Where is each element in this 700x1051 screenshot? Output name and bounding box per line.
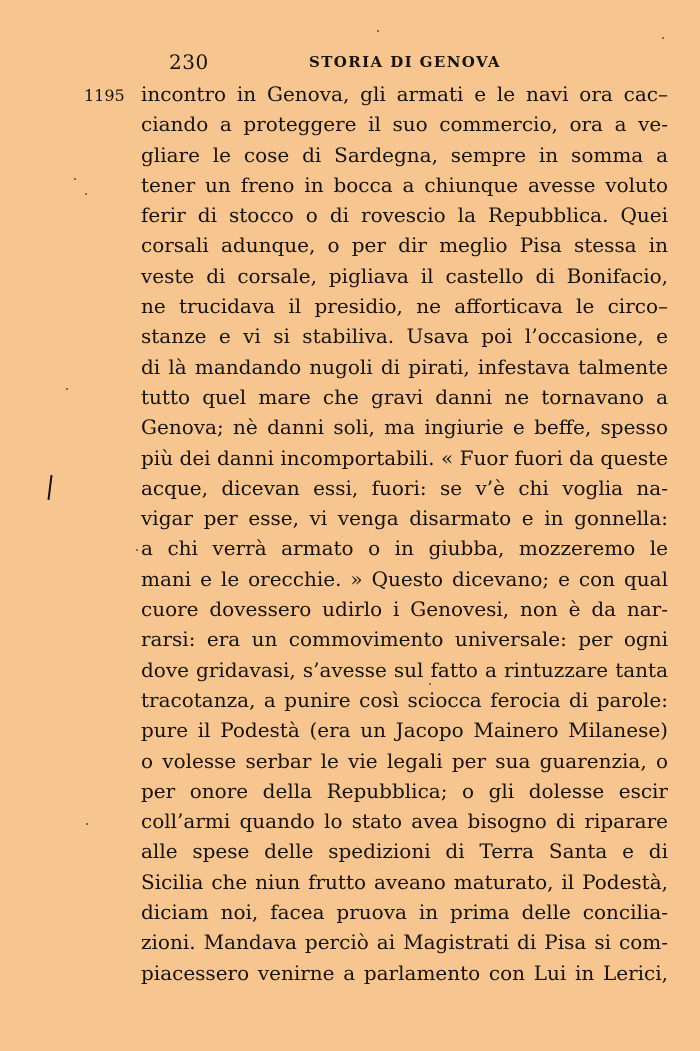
text-line-20: dove gridavasi, s’avesse sul fatto a rintuzzare tanta [141,657,668,682]
print-speck [429,683,431,685]
text-line-11: tutto quel mare che gravi danni ne tornavano a [141,384,668,409]
text-line-4: tener un freno in bocca a chiunque avesse voluto [141,172,668,197]
running-head: STORIA DI GENOVA [309,53,501,71]
text-line-2: ciando a proteggere il suo commercio, ora a ve- [141,112,668,137]
text-line-13: più dei danni incomportabili. « Fuor fuori da queste [141,445,668,470]
text-line-10: di là mandando nugoli di pirati, infestava talmente [141,354,668,379]
text-line-1: incontro in Genova, gli armati e le navi ora cac– [141,82,668,106]
margin-year: 1195 [84,86,125,105]
print-speck [86,823,88,825]
text-line-29: zioni. Mandava perciò ai Magistrati di Pisa si com- [141,930,668,955]
body-text [141,79,668,988]
text-line-17: mani e le orecchie. » Questo dicevano; e con qual [141,566,668,591]
text-line-28: diciam noi, facea pruova in prima delle concilia- [141,900,668,925]
text-line-24: per onore della Repubblica; o gli dolesse escir [141,778,668,803]
print-speck [66,388,68,390]
print-speck [74,178,76,180]
text-line-19: rarsi: era un commovimento universale: per ogni [141,627,668,652]
text-line-21: tracotanza, a punire così sciocca ferocia di parole: [141,687,668,712]
print-speck [136,549,138,551]
text-line-15: vigar per esse, vi venga disarmato e in gonnella: [141,506,668,531]
text-line-22: pure il Podestà (era un Jacopo Mainero Milanese) [141,718,668,743]
text-line-6: corsali adunque, o per dir meglio Pisa stessa in [141,233,668,258]
text-line-14: acque, dicevan essi, fuori: se v’è chi voglia na- [141,475,668,500]
print-speck [377,30,379,32]
text-line-9: stanze e vi si stabiliva. Usava poi l’occasione, e [141,324,668,349]
text-line-8: ne trucidava il presidio, ne afforticava le circo– [141,294,668,319]
text-line-27: Sicilia che niun frutto aveano maturato, il Podestà, [141,869,668,894]
page-number: 230 [169,50,209,74]
margin-pencil-mark [47,475,52,500]
text-line-7: veste di corsale, pigliava il castello di Bonifacio, [141,263,668,288]
text-line-5: ferir di stocco o di rovescio la Repubblica. Quei [141,203,668,228]
text-line-23: o volesse serbar le vie legali per sua guarenzia, o [141,748,668,773]
text-line-3: gliare le cose di Sardegna, sempre in somma a [141,142,668,167]
print-speck [662,37,664,39]
text-line-12: Genova; nè danni soli, ma ingiurie e beffe, spesso [141,415,668,440]
text-line-30: piacessero venirne a parlamento con Lui in Lerici, [141,960,668,985]
text-line-26: alle spese delle spedizioni di Terra Santa e di [141,839,668,864]
text-line-25: coll’armi quando lo stato avea bisogno di riparare [141,809,668,834]
print-speck [85,193,87,195]
text-line-16: a chi verrà armato o in giubba, mozzeremo le [141,536,668,561]
text-line-18: cuore dovessero udirlo i Genovesi, non è da nar- [141,597,668,622]
